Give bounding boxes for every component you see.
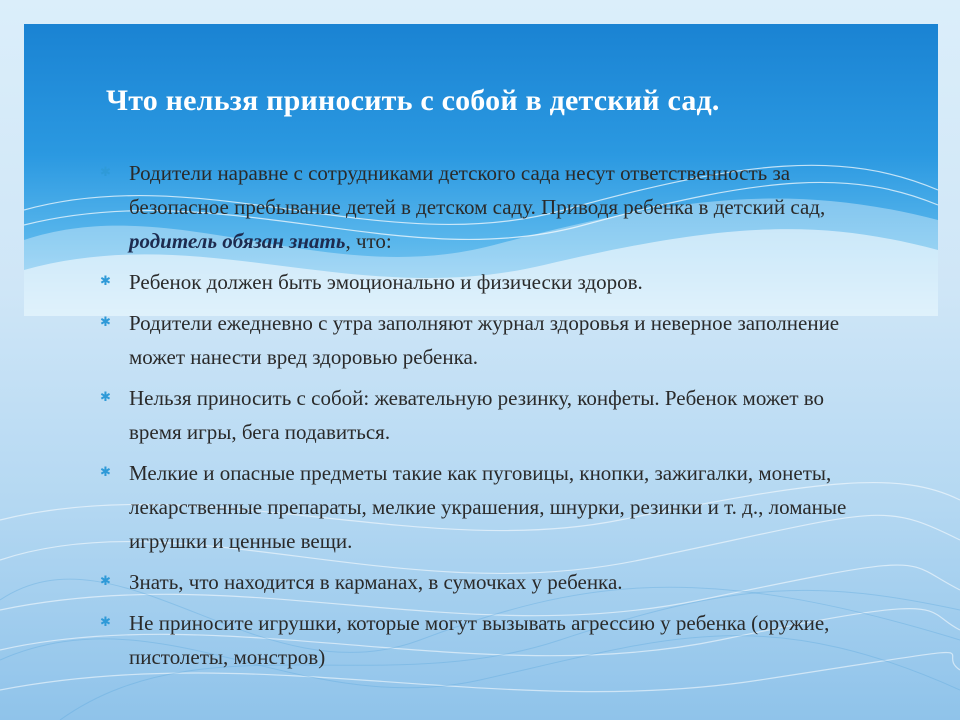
bullet-item — [100, 306, 860, 374]
asterisk-icon: ✱ — [100, 165, 111, 180]
asterisk-icon: ✱ — [100, 574, 111, 589]
bullet-text: Знать, что находится в карманах, в сумочках у ребенка. — [129, 570, 623, 594]
asterisk-icon: ✱ — [100, 315, 111, 330]
bullet-text-before: Родители наравне с сотрудниками детского сада несут ответственность за безопасное пребывание детей в детском саду. Приводя ребенка в детский сад, — [129, 161, 826, 219]
slide-title: Что нельзя приносить с собой в детский сад. — [106, 84, 720, 117]
bullet-text-after: , что: — [345, 229, 392, 253]
bullet-item — [100, 381, 860, 449]
bullet-text: Не приносите игрушки, которые могут вызывать агрессию у ребенка (оружие, пистолеты, монстров) — [129, 611, 830, 669]
asterisk-icon: ✱ — [100, 390, 111, 405]
asterisk-icon: ✱ — [100, 615, 111, 630]
bullet-item — [100, 265, 860, 299]
bullet-text: Ребенок должен быть эмоционально и физически здоров. — [129, 270, 643, 294]
bullet-text: Мелкие и опасные предметы такие как пуговицы, кнопки, зажигалки, монеты, лекарственные препараты, мелкие украшения, шнурки, резинки и т. д., ломаные игрушки и ценные вещи. — [129, 461, 847, 553]
bullet-item — [100, 456, 860, 558]
bullet-emphasis: родитель обязан знать — [129, 229, 346, 253]
asterisk-icon: ✱ — [100, 465, 111, 480]
bullet-item — [100, 565, 860, 599]
bullet-item — [100, 606, 860, 674]
asterisk-icon: ✱ — [100, 274, 111, 289]
bullet-list — [100, 156, 860, 681]
bullet-text: Родители ежедневно с утра заполняют журнал здоровья и неверное заполнение может нанести вред здоровью ребенка. — [129, 311, 840, 369]
bullet-item — [100, 156, 860, 258]
bullet-text: Нельзя приносить с собой: жевательную резинку, конфеты. Ребенок может во время игры, бега подавиться. — [129, 386, 825, 444]
bullet-text — [129, 161, 825, 253]
